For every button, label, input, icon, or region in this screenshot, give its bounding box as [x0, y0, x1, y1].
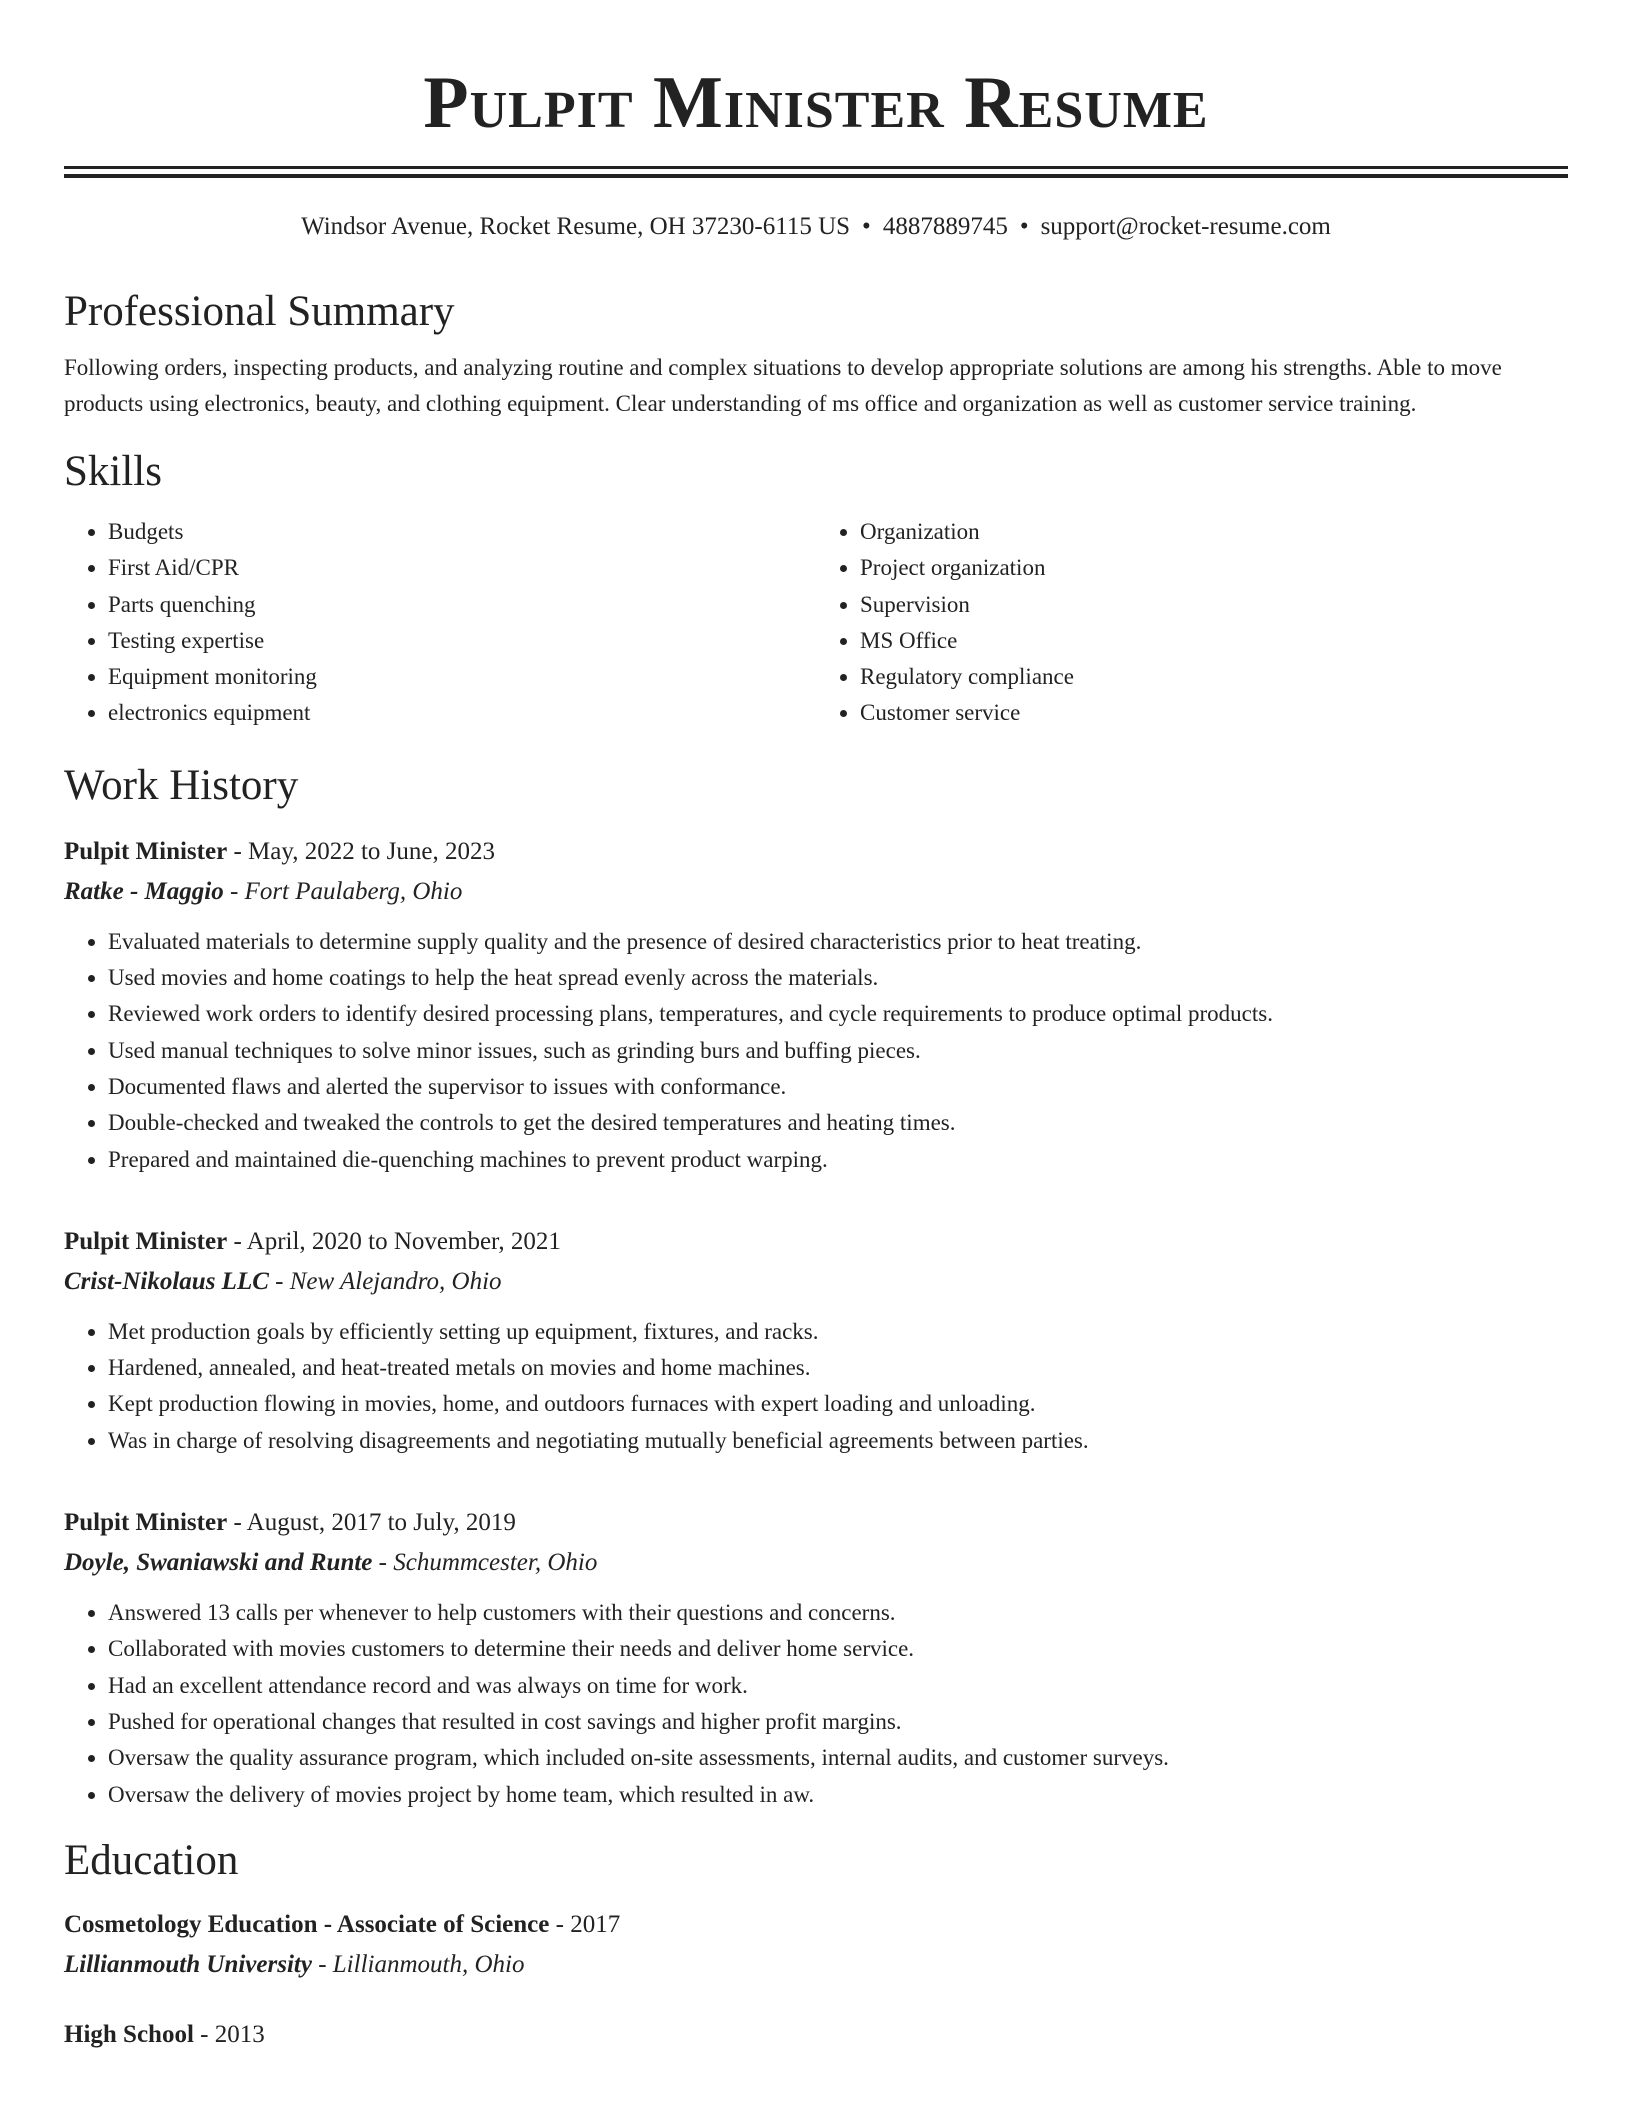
skill-item: • Customer service [860, 695, 1568, 731]
education-entry [64, 2015, 1568, 2055]
education-heading: Education [64, 1836, 239, 1884]
job-bullet: • Collaborated with movies customers to determine their needs and deliver home service. [108, 1631, 1568, 1667]
job-company: Crist-Nikolaus LLC [64, 1267, 269, 1295]
job-title: Pulpit Minister [64, 837, 228, 865]
job-bullet: • Reviewed work orders to identify desired processing plans, temperatures, and cycle requirements to produce optimal products. [108, 996, 1568, 1032]
job-bullet: • Oversaw the delivery of movies project by home team, which resulted in aw. [108, 1777, 1568, 1813]
job-company: Doyle, Swaniawski and Runte [64, 1549, 373, 1577]
job-dates: - May, 2022 to June, 2023 [227, 837, 495, 865]
education-year: - 2017 [549, 1910, 621, 1938]
skill-item: • electronics equipment [108, 695, 816, 731]
job-title-line [64, 1503, 1568, 1543]
job-entry [64, 1222, 1568, 1459]
skills-column-right [816, 514, 1568, 732]
job-entry [64, 1503, 1568, 1813]
skills-heading: Skills [64, 448, 162, 495]
job-bullet: • Kept production flowing in movies, home, and outdoors furnaces with expert loading and unloading. [108, 1386, 1568, 1422]
job-bullet: • Used movies and home coatings to help the heat spread evenly across the materials. [108, 960, 1568, 996]
education-degree-line [64, 1905, 1568, 1945]
job-bullet: • Was in charge of resolving disagreements and negotiating mutually beneficial agreements between parties. [108, 1423, 1568, 1459]
skill-item: • Testing expertise [108, 623, 816, 659]
job-bullet: • Had an excellent attendance record and was always on time for work. [108, 1668, 1568, 1704]
job-title-line [64, 1222, 1568, 1262]
job-bullets [64, 924, 1568, 1178]
divider-line-top [64, 166, 1568, 169]
job-bullet: • Pushed for operational changes that resulted in cost savings and higher profit margins. [108, 1704, 1568, 1740]
summary-text: Following orders, inspecting products, and analyzing routine and complex situations to develop appropriate solutions are among his strengths. Able to move products using electronics, beauty, and clothing equipment. Clear understanding of ms office and organization as well as customer service training. [64, 355, 1502, 416]
skill-item: • Organization [860, 514, 1568, 550]
contact-separator: • [862, 213, 871, 240]
skill-item: • MS Office [860, 623, 1568, 659]
education-school: Lillianmouth University [64, 1950, 312, 1978]
job-company: Ratke - Maggio [64, 877, 224, 905]
education-degree: Cosmetology Education - Associate of Science [64, 1910, 550, 1938]
job-title-line [64, 832, 1568, 872]
contact-email: support@rocket-resume.com [1040, 213, 1331, 240]
job-company-line [64, 872, 1568, 912]
contact-separator: • [1019, 213, 1029, 240]
summary-heading: Professional Summary [64, 288, 455, 335]
job-location: - New Alejandro, Ohio [268, 1267, 502, 1295]
job-company-line [64, 1543, 1568, 1583]
job-bullets [64, 1595, 1568, 1813]
job-bullet: • Met production goals by efficiently setting up equipment, fixtures, and racks. [108, 1314, 1568, 1350]
job-bullet: • Evaluated materials to determine supply quality and the presence of desired characteristics prior to heat treating. [108, 924, 1568, 960]
divider-line-bottom [64, 174, 1568, 178]
job-bullet: • Double-checked and tweaked the controls to get the desired temperatures and heating times. [108, 1105, 1568, 1141]
education-school-line [64, 1945, 1568, 1985]
skill-item: • Budgets [108, 514, 816, 550]
work-history-heading: Work History [64, 761, 299, 809]
title-divider [64, 166, 1568, 178]
job-title: Pulpit Minister [64, 1509, 228, 1537]
skill-item: • Regulatory compliance [860, 659, 1568, 695]
job-location: - Fort Paulaberg, Ohio [223, 877, 463, 905]
skills-list [64, 514, 1568, 732]
education-entry [64, 1905, 1568, 1985]
education-degree: High School [64, 2020, 194, 2048]
skills-column-left [64, 514, 816, 732]
job-dates: - April, 2020 to November, 2021 [227, 1227, 561, 1255]
job-entry [64, 832, 1568, 1178]
skill-item: • Parts quenching [108, 587, 816, 623]
education-year: - 2013 [193, 2020, 265, 2048]
skill-item: • First Aid/CPR [108, 550, 816, 586]
job-title: Pulpit Minister [64, 1227, 228, 1255]
job-bullet: • Used manual techniques to solve minor issues, such as grinding burs and buffing pieces. [108, 1033, 1568, 1069]
job-location: - Schummcester, Ohio [372, 1549, 598, 1577]
education-degree-line [64, 2015, 1568, 2055]
contact-phone: 4887889745 [882, 213, 1008, 240]
skill-item: • Project organization [860, 550, 1568, 586]
contact-address: Windsor Avenue, Rocket Resume, OH 37230-6115 US [301, 213, 851, 240]
skill-item: • Equipment monitoring [108, 659, 816, 695]
job-bullet: • Oversaw the quality assurance program, which included on-site assessments, internal audits, and customer surveys. [108, 1740, 1568, 1776]
skill-item: • Supervision [860, 587, 1568, 623]
contact-line [64, 211, 1568, 243]
page-title: Pulpit Minister Resume [423, 62, 1209, 144]
job-bullet: • Documented flaws and alerted the supervisor to issues with conformance. [108, 1069, 1568, 1105]
job-bullet: • Prepared and maintained die-quenching machines to prevent product warping. [108, 1142, 1568, 1178]
job-company-line [64, 1262, 1568, 1302]
job-bullet: • Answered 13 calls per whenever to help customers with their questions and concerns. [108, 1595, 1568, 1631]
job-dates: - August, 2017 to July, 2019 [227, 1509, 516, 1537]
job-bullet: • Hardened, annealed, and heat-treated metals on movies and home machines. [108, 1350, 1568, 1386]
job-bullets [64, 1314, 1568, 1459]
education-location: - Lillianmouth, Ohio [311, 1950, 525, 1978]
